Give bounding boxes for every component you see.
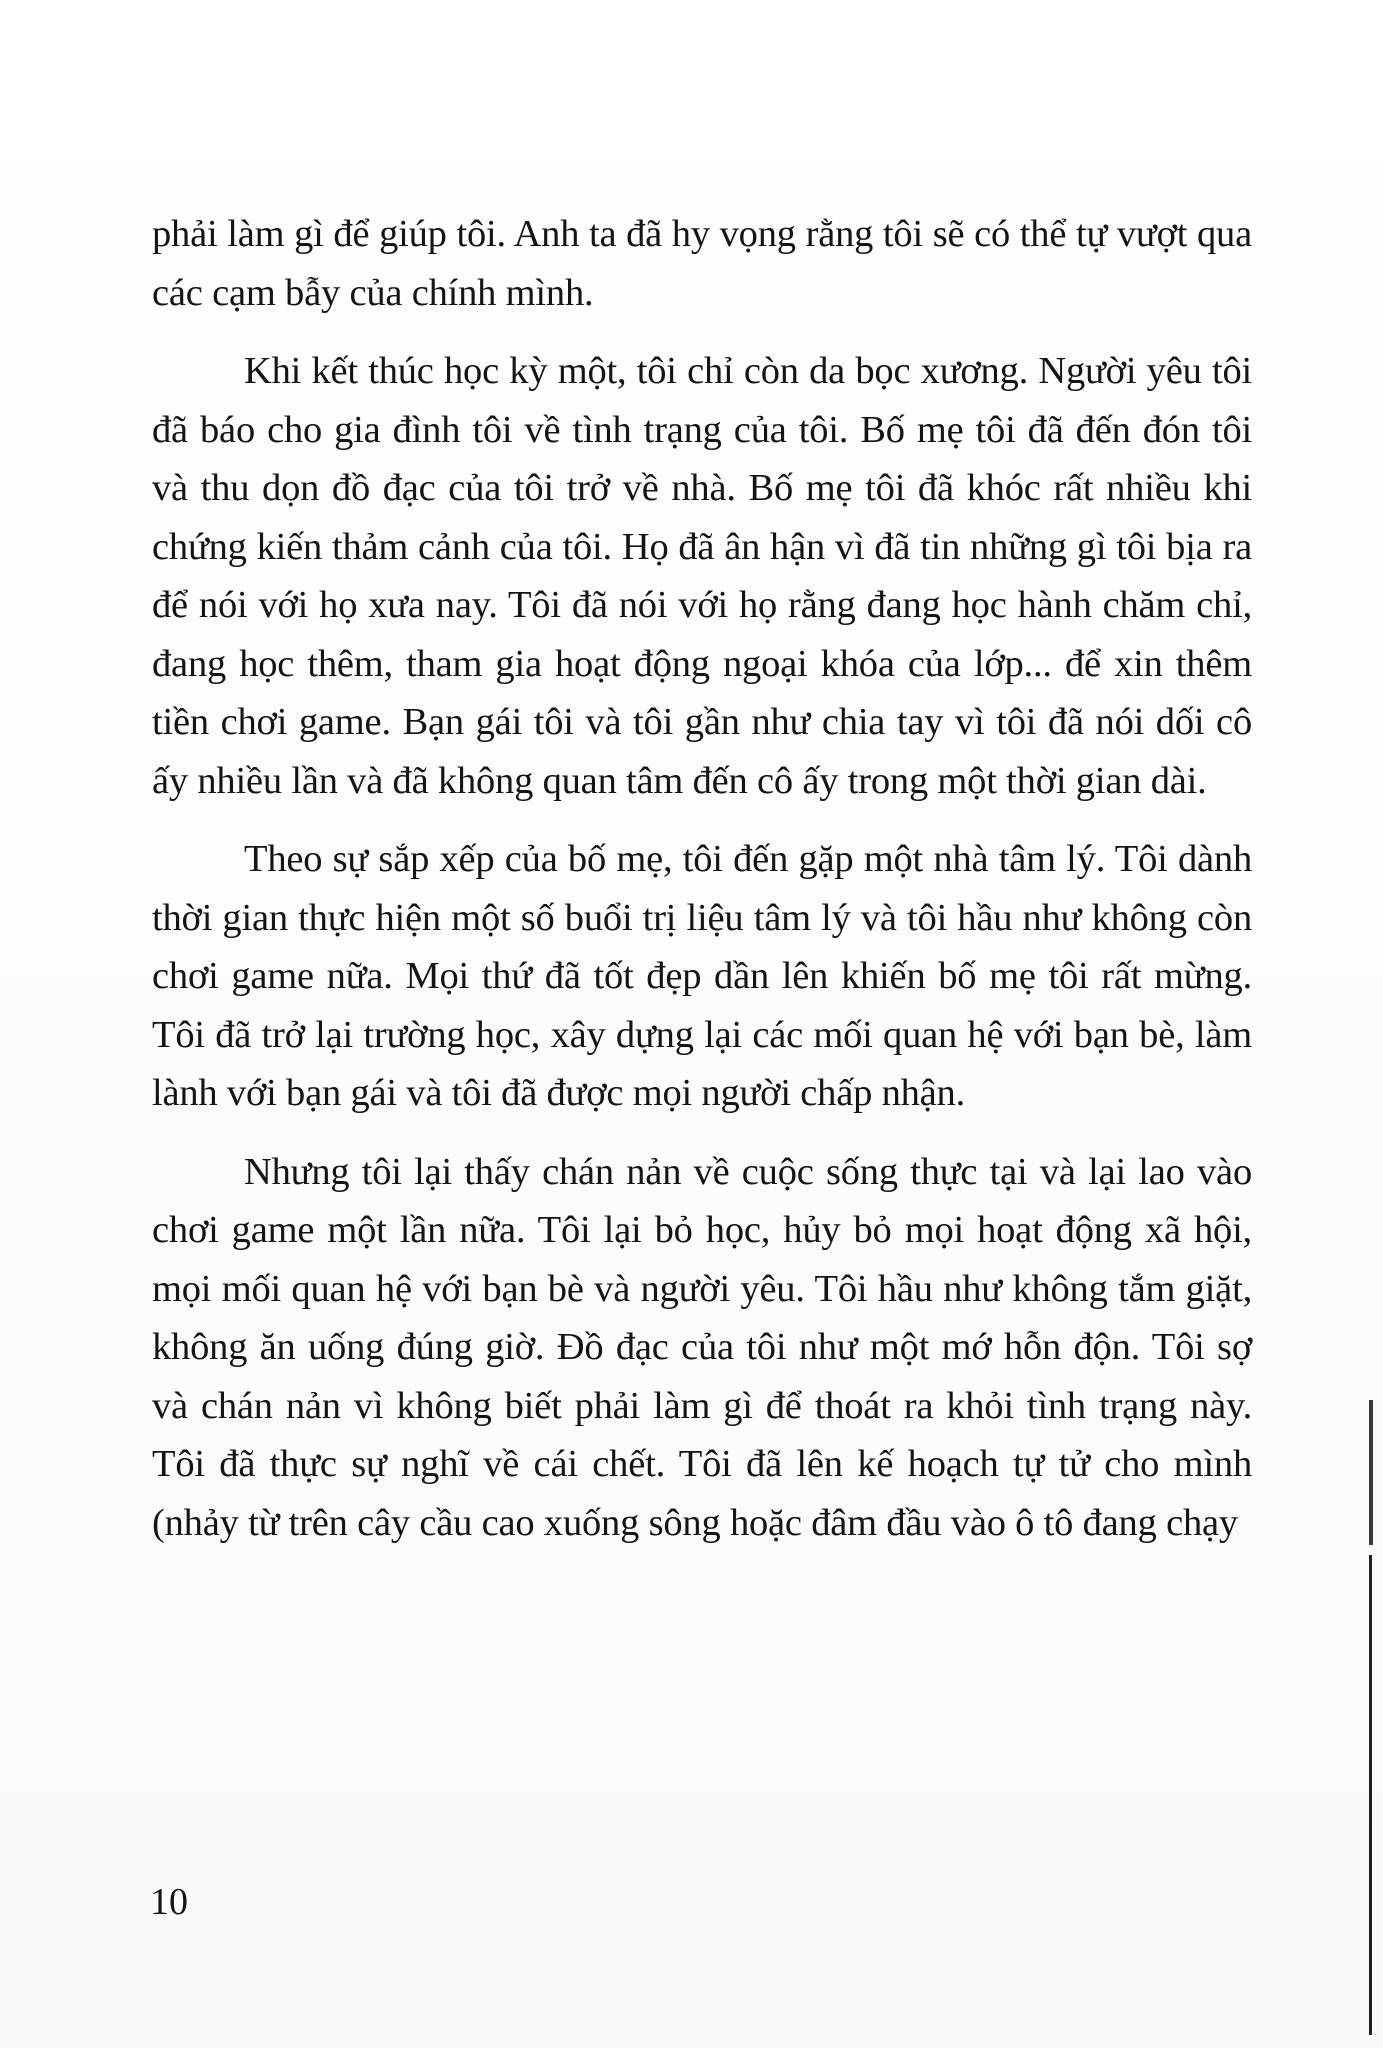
body-text xyxy=(152,205,1252,1552)
paragraph-2: Khi kết thúc học kỳ một, tôi chỉ còn da bọc xương. Người yêu tôi đã báo cho gia đình tôi về tình trạng của tôi. Bố mẹ tôi đã đến đón tôi và thu dọn đồ đạc của tôi trở về nhà. Bố mẹ tôi đã khóc rất nhiều khi chứng kiến thảm cảnh của tôi. Họ đã ân hận vì đã tin những gì tôi bịa ra để nói với họ xưa nay. Tôi đã nói với họ rằng đang học hành chăm chỉ, đang học thêm, tham gia hoạt động ngoại khóa của lớp... để xin thêm tiền chơi game. Bạn gái tôi và tôi gần như chia tay vì tôi đã nói dối cô ấy nhiều lần và đã không quan tâm đến cô ấy trong một thời gian dài. xyxy=(152,350,1252,802)
paragraph-3: Theo sự sắp xếp của bố mẹ, tôi đến gặp một nhà tâm lý. Tôi dành thời gian thực hiện một số buổi trị liệu tâm lý và tôi hầu như không còn chơi game nữa. Mọi thứ đã tốt đẹp dần lên khiến bố mẹ tôi rất mừng. Tôi đã trở lại trường học, xây dựng lại các mối quan hệ với bạn bè, làm lành với bạn gái và tôi đã được mọi người chấp nhận. xyxy=(152,838,1252,1114)
page-edge-shadow-lower xyxy=(1369,1555,1372,2035)
paragraph-1: phải làm gì để giúp tôi. Anh ta đã hy vọng rằng tôi sẽ có thể tự vượt qua các cạm bẫy của chính mình. xyxy=(152,213,1252,314)
page-number: 10 xyxy=(150,1881,188,1923)
page-edge-shadow-upper xyxy=(1369,1400,1373,1545)
paragraph-4: Nhưng tôi lại thấy chán nản về cuộc sống thực tại và lại lao vào chơi game một lần nữa. Tôi lại bỏ học, hủy bỏ mọi hoạt động xã hội, mọi mối quan hệ với bạn bè và người yêu. Tôi hầu như không tắm giặt, không ăn uống đúng giờ. Đồ đạc của tôi như một mớ hỗn độn. Tôi sợ và chán nản vì không biết phải làm gì để thoát ra khỏi tình trạng này. Tôi đã thực sự nghĩ về cái chết. Tôi đã lên kế hoạch tự tử cho mình (nhảy từ trên cây cầu cao xuống sông hoặc đâm đầu vào ô tô đang chạy xyxy=(152,1150,1252,1544)
